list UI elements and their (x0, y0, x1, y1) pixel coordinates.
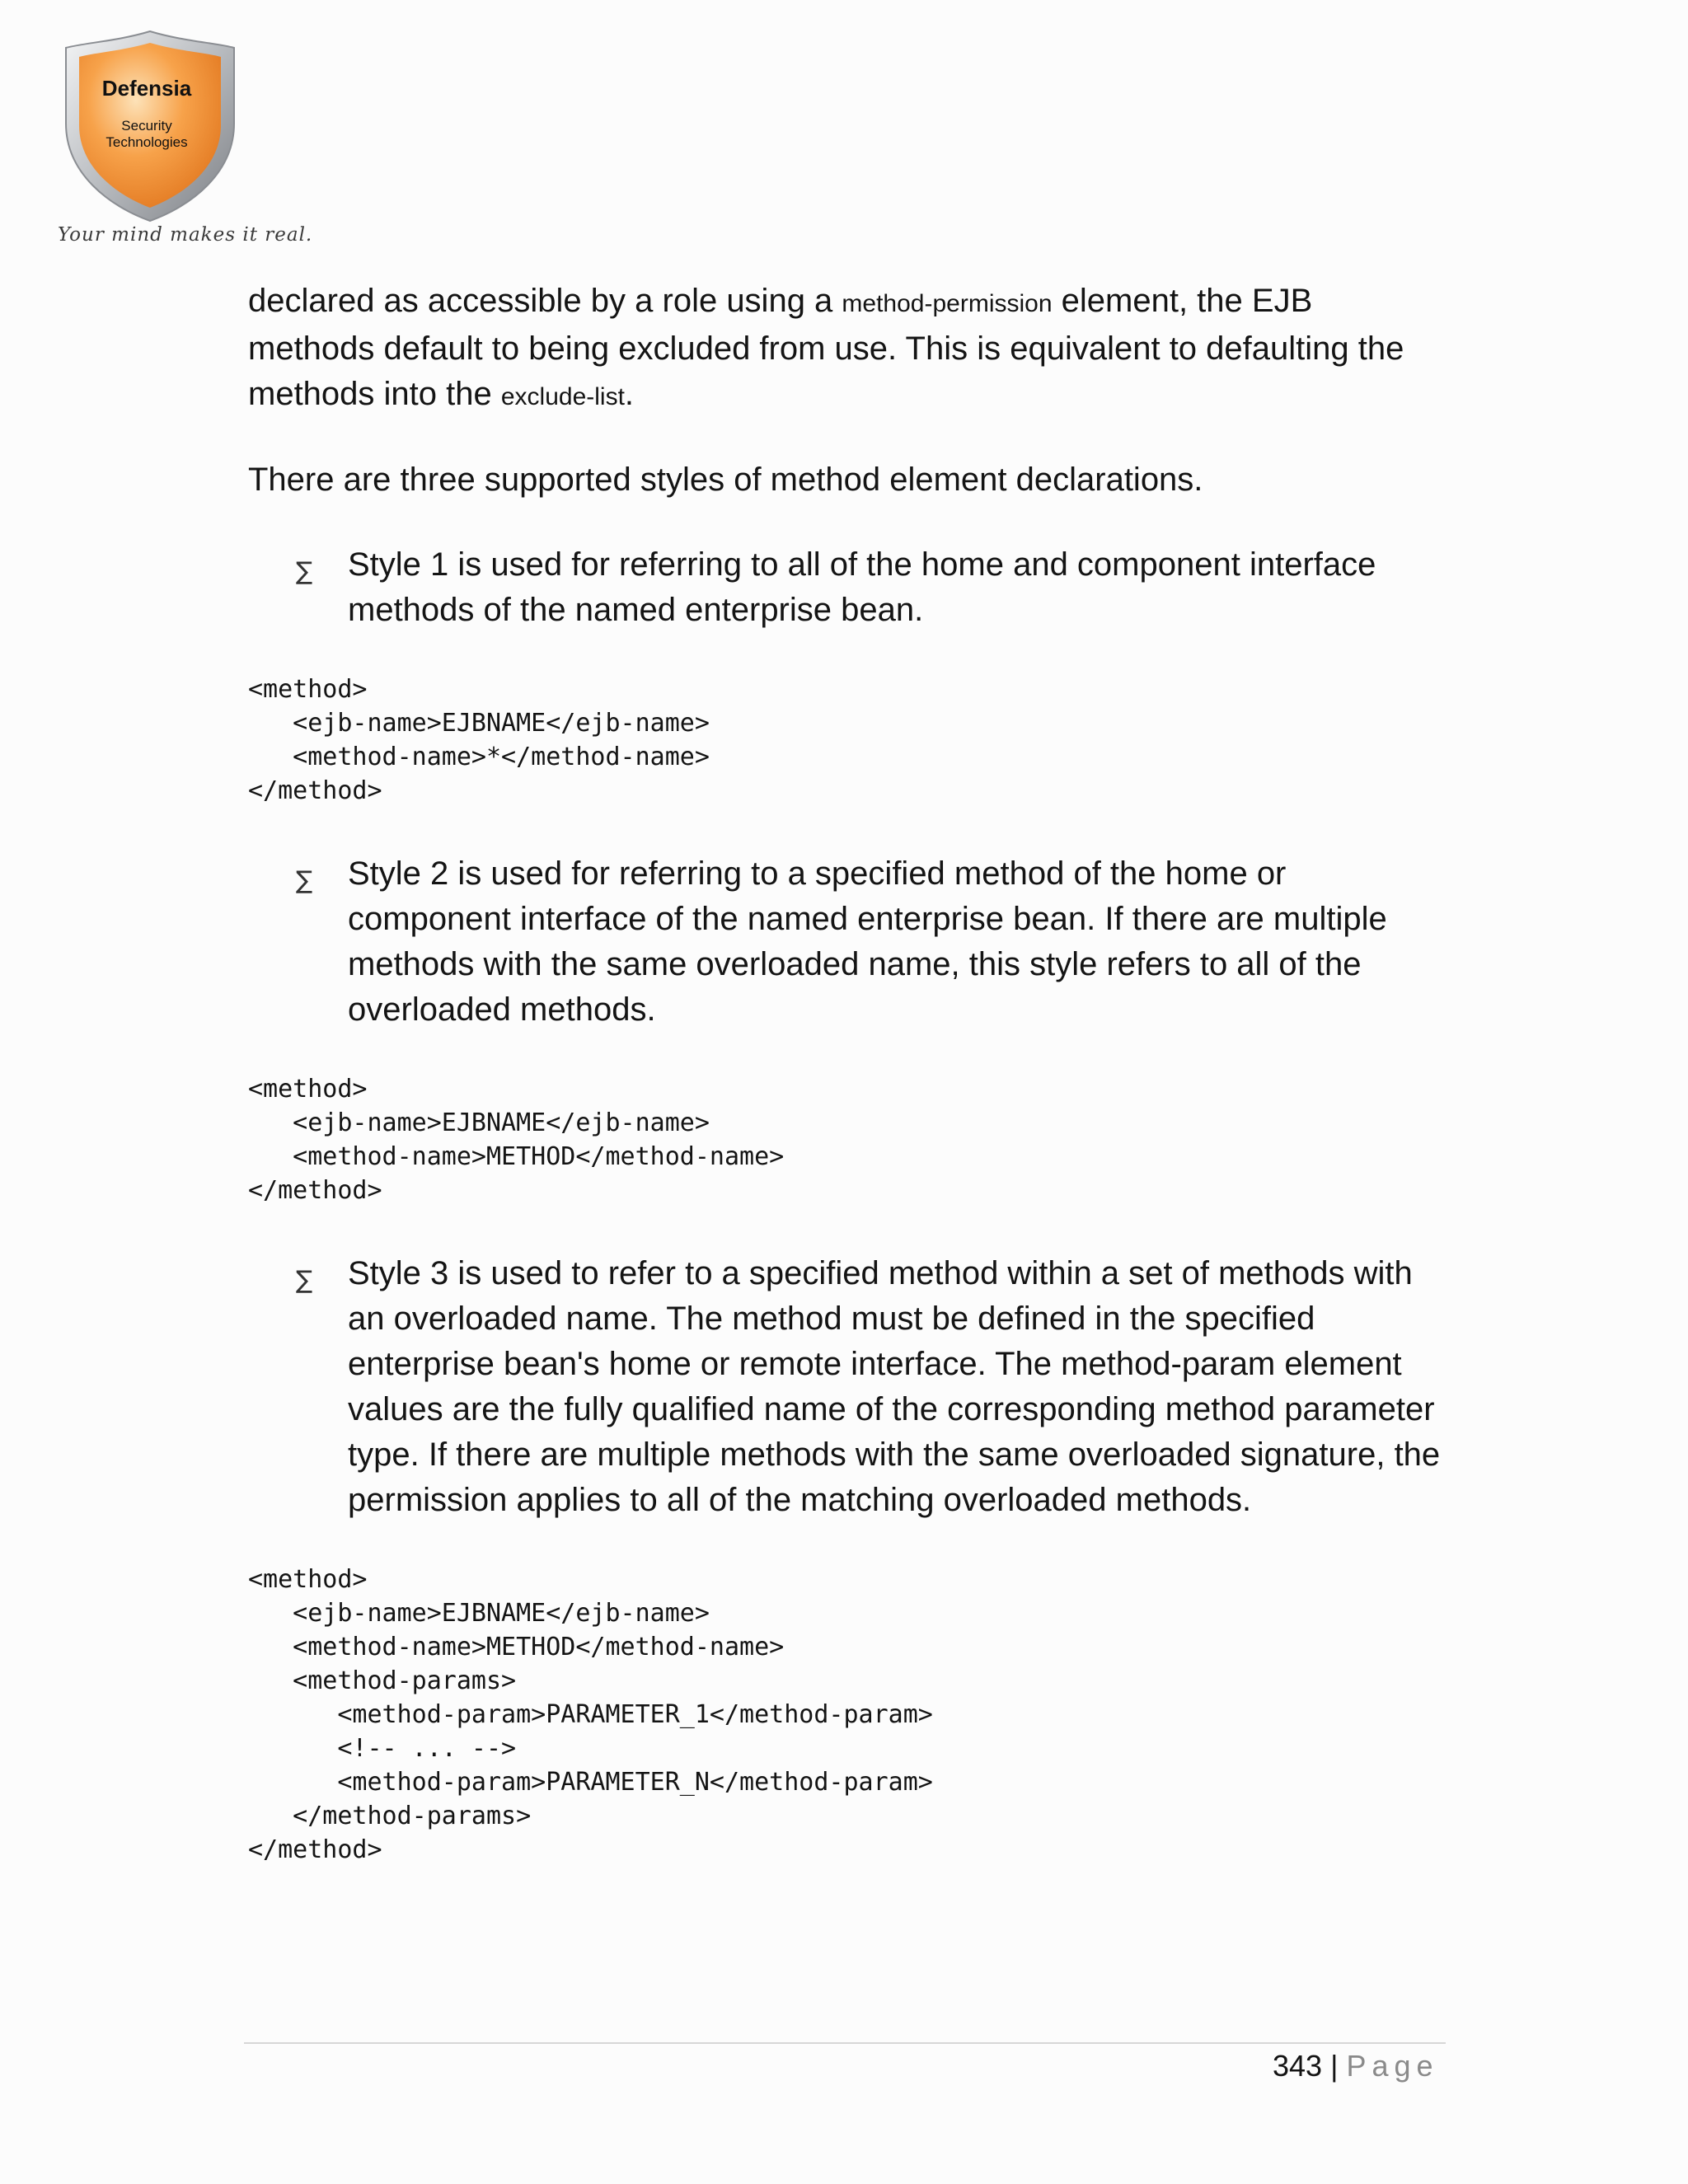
footer-divider (244, 2042, 1446, 2044)
bullet-icon: ∑ (296, 557, 313, 586)
bullet-style-1 (248, 542, 1443, 633)
intro-text-3: . (624, 376, 635, 412)
bullet-icon: ∑ (296, 866, 313, 895)
intro-paragraph (248, 279, 1443, 419)
bullet-style-3 (248, 1251, 1443, 1523)
page-word: Page (1346, 2049, 1439, 2083)
logo-line1: Security (121, 118, 172, 134)
intro-text-2: element, the EJB methods default to being excluded from use. This is equivalent to defaulting the methods into the (248, 283, 1404, 412)
logo-tagline: Your mind makes it real. (58, 224, 313, 246)
bullet-text: Style 1 is used for referring to all of the home and component interface methods of the named enterprise bean. (348, 546, 1376, 628)
bullet-text: Style 2 is used for referring to a specified method of the home or component interface of the named enterprise bean. If there are multiple methods with the same overloaded name, this style refers to all of the overloaded methods. (348, 855, 1387, 1028)
bullet-style-2 (248, 851, 1443, 1033)
shield-icon (51, 25, 249, 223)
inline-code-method-permission: method-permission (842, 290, 1053, 317)
code-block-style-3: <method> <ejb-name>EJBNAME</ejb-name> <method-name>METHOD</method-name> <method-params> <method-param>PARAMETER_1</method-param> <!-- ... --> <method-param>PARAMETER_N</method-param> </method-params> </method> (248, 1565, 933, 1864)
summary-paragraph: There are three supported styles of method element declarations. (248, 462, 1203, 498)
code-block-style-2: <method> <ejb-name>EJBNAME</ejb-name> <method-name>METHOD</method-name> </method> (248, 1075, 785, 1205)
inline-code-exclude-list: exclude-list (500, 383, 625, 410)
page-number: 343 (1273, 2049, 1323, 2083)
bullet-icon: ∑ (296, 1266, 313, 1295)
intro-text-1: declared as accessible by a role using a (248, 283, 842, 319)
logo-line2: Technologies (106, 134, 188, 150)
company-logo (51, 25, 249, 255)
code-block-style-1: <method> <ejb-name>EJBNAME</ejb-name> <method-name>*</method-name> </method> (248, 675, 710, 805)
footer-separator: | (1322, 2049, 1347, 2083)
bullet-text: Style 3 is used to refer to a specified method within a set of methods with an overloaded name. The method must be defined in the specified enterprise bean's home or remote interface. The method-param element values are the fully qualified name of the corresponding method parameter type. If there are multiple methods with the same overloaded signature, the permission applies to all of the matching overloaded methods. (348, 1255, 1441, 1518)
page-content (248, 279, 1443, 1867)
page-footer (1273, 2046, 1439, 2087)
logo-name: Defensia (101, 76, 192, 101)
